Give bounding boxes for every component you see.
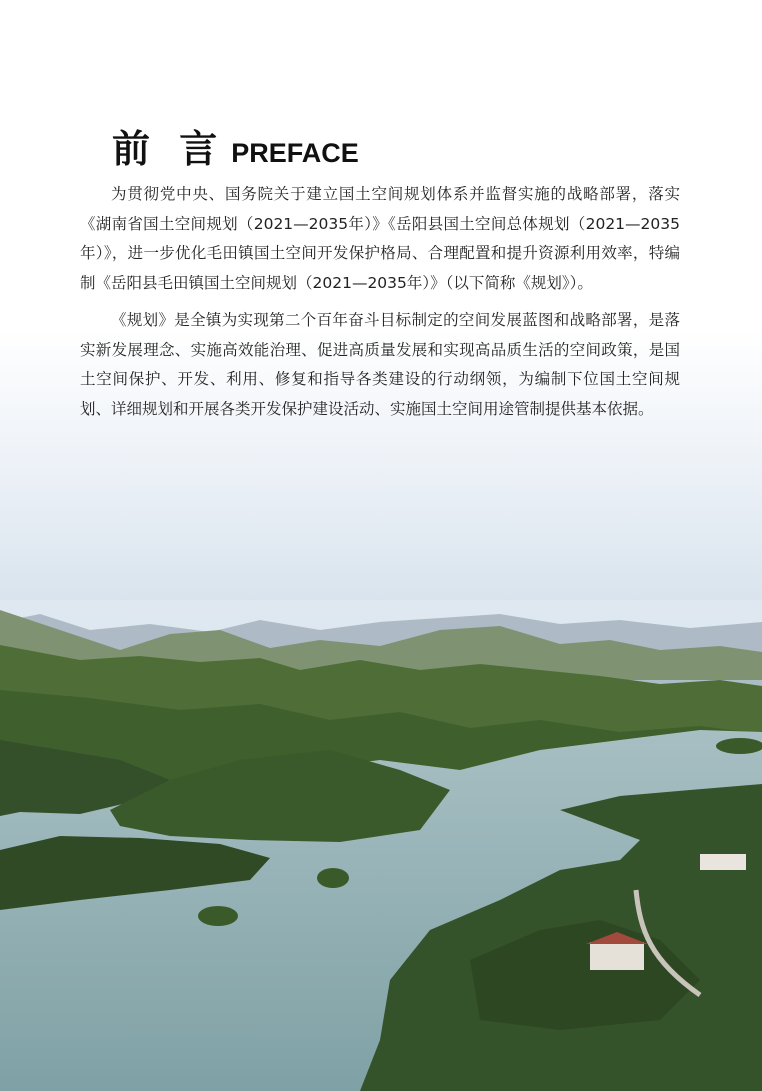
landscape-photo (0, 600, 762, 1091)
preface-paragraph-2: 《规划》是全镇为实现第二个百年奋斗目标制定的空间发展蓝图和战略部署，是落实新发展理念、实施高效能治理、促进高质量发展和实现高品质生活的空间政策，是国土空间保护、开发、利用、修复和指导各类建设的行动纲领，为编制下位国土空间规划、详细规划和开展各类开发保护建设活动、实施国土空间用途管制提供基本依据。 (80, 311, 680, 418)
islet-2 (198, 906, 238, 926)
house-1 (590, 942, 644, 970)
title-english: PREFACE (231, 138, 359, 168)
page-title (112, 118, 359, 173)
house-2 (700, 854, 746, 870)
preface-paragraph-1: 为贯彻党中央、国务院关于建立国土空间规划体系并监督实施的战略部署，落实《湖南省国土空间规划（2021—2035年）》《岳阳县国土空间总体规划（2021—2035年）》，进一步优化毛田镇国土空间开发保护格局、合理配置和提升资源利用效率，特编制《岳阳县毛田镇国土空间规划（2021—2035年）》（以下简称《规划》）。 (80, 185, 680, 292)
preface-body (80, 180, 680, 432)
islet-1 (317, 868, 349, 888)
lake-landscape-illustration (0, 600, 762, 1091)
title-chinese: 前 言 (112, 127, 226, 171)
